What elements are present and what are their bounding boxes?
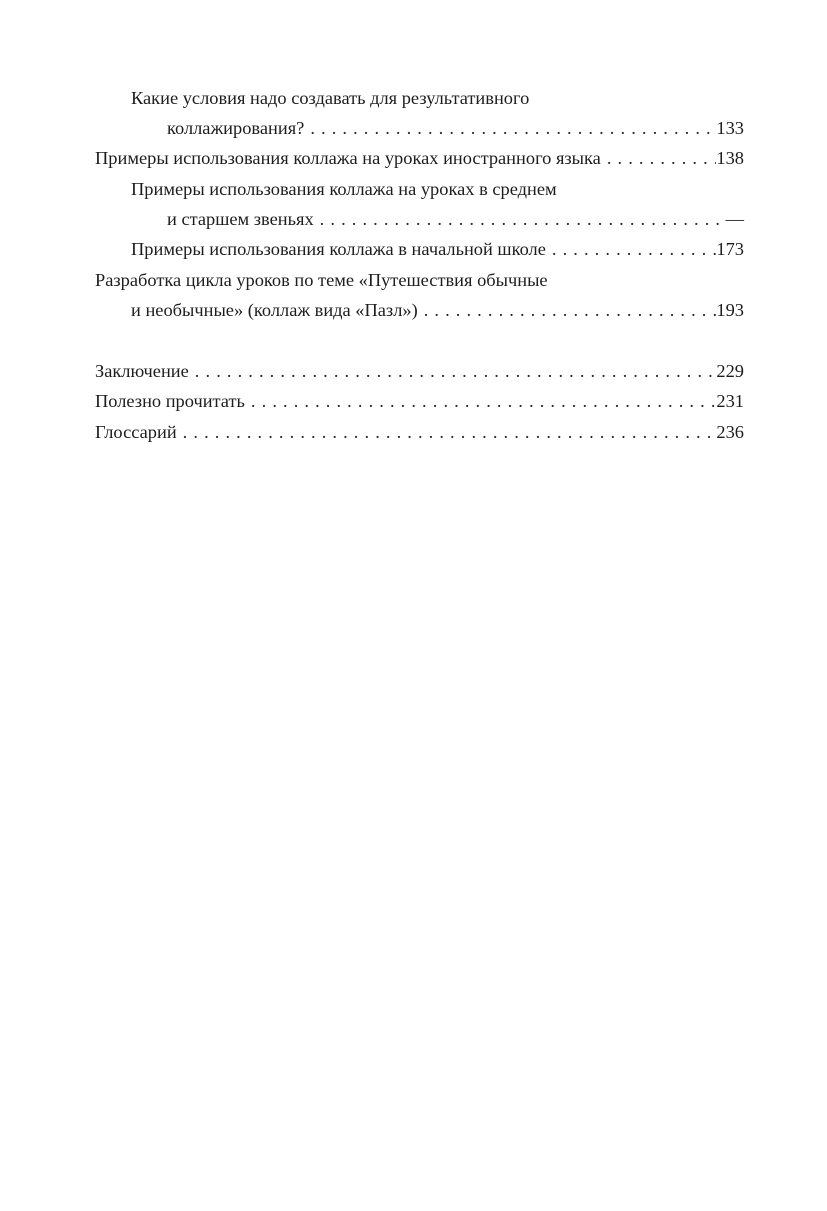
dot-leader [177, 420, 717, 444]
toc-line [167, 116, 744, 140]
toc-entry-title: Примеры использования коллажа на уроках иностранного языка [95, 148, 601, 168]
toc-page-number: 236 [716, 422, 744, 442]
toc-line [131, 237, 744, 261]
toc-line [95, 420, 744, 444]
toc-entry-title: и необычные» (коллаж вида «Пазл») [131, 300, 418, 320]
toc-entry-title: Полезно прочитать [95, 391, 245, 411]
toc-page-number: 193 [716, 300, 744, 320]
toc-entry-title: Глоссарий [95, 422, 177, 442]
toc-line [131, 86, 743, 110]
toc-page-number: — [725, 209, 744, 229]
dot-leader [601, 146, 717, 170]
dot-leader [314, 207, 724, 231]
toc-line [95, 146, 744, 170]
toc-entry-title: Какие условия надо создавать для результативного [131, 88, 530, 108]
toc-line [131, 298, 744, 322]
toc-page-number: 231 [716, 391, 744, 411]
dot-leader [245, 389, 716, 413]
toc-entry-title: Примеры использования коллажа в начальной школе [131, 239, 546, 259]
toc-page-number: 138 [716, 148, 744, 168]
toc-line [167, 207, 744, 231]
toc-page-number: 133 [716, 118, 744, 138]
toc-page-number: 229 [716, 361, 744, 381]
toc-entry-title: Примеры использования коллажа на уроках в среднем [131, 179, 557, 199]
toc-entry-title: и старшем звеньях [167, 209, 314, 229]
toc-entry-title: коллажирования? [167, 118, 305, 138]
toc-page-number: 173 [716, 239, 744, 259]
toc-line [95, 389, 744, 413]
dot-leader [546, 237, 717, 261]
toc-line [95, 268, 744, 292]
toc-entry-title: Разработка цикла уроков по теме «Путешествия обычные [95, 270, 548, 290]
dot-leader [418, 298, 717, 322]
dot-leader [304, 116, 716, 140]
toc-entry-title: Заключение [95, 361, 189, 381]
toc-line [131, 177, 743, 201]
toc-line [95, 359, 744, 383]
dot-leader [189, 359, 717, 383]
